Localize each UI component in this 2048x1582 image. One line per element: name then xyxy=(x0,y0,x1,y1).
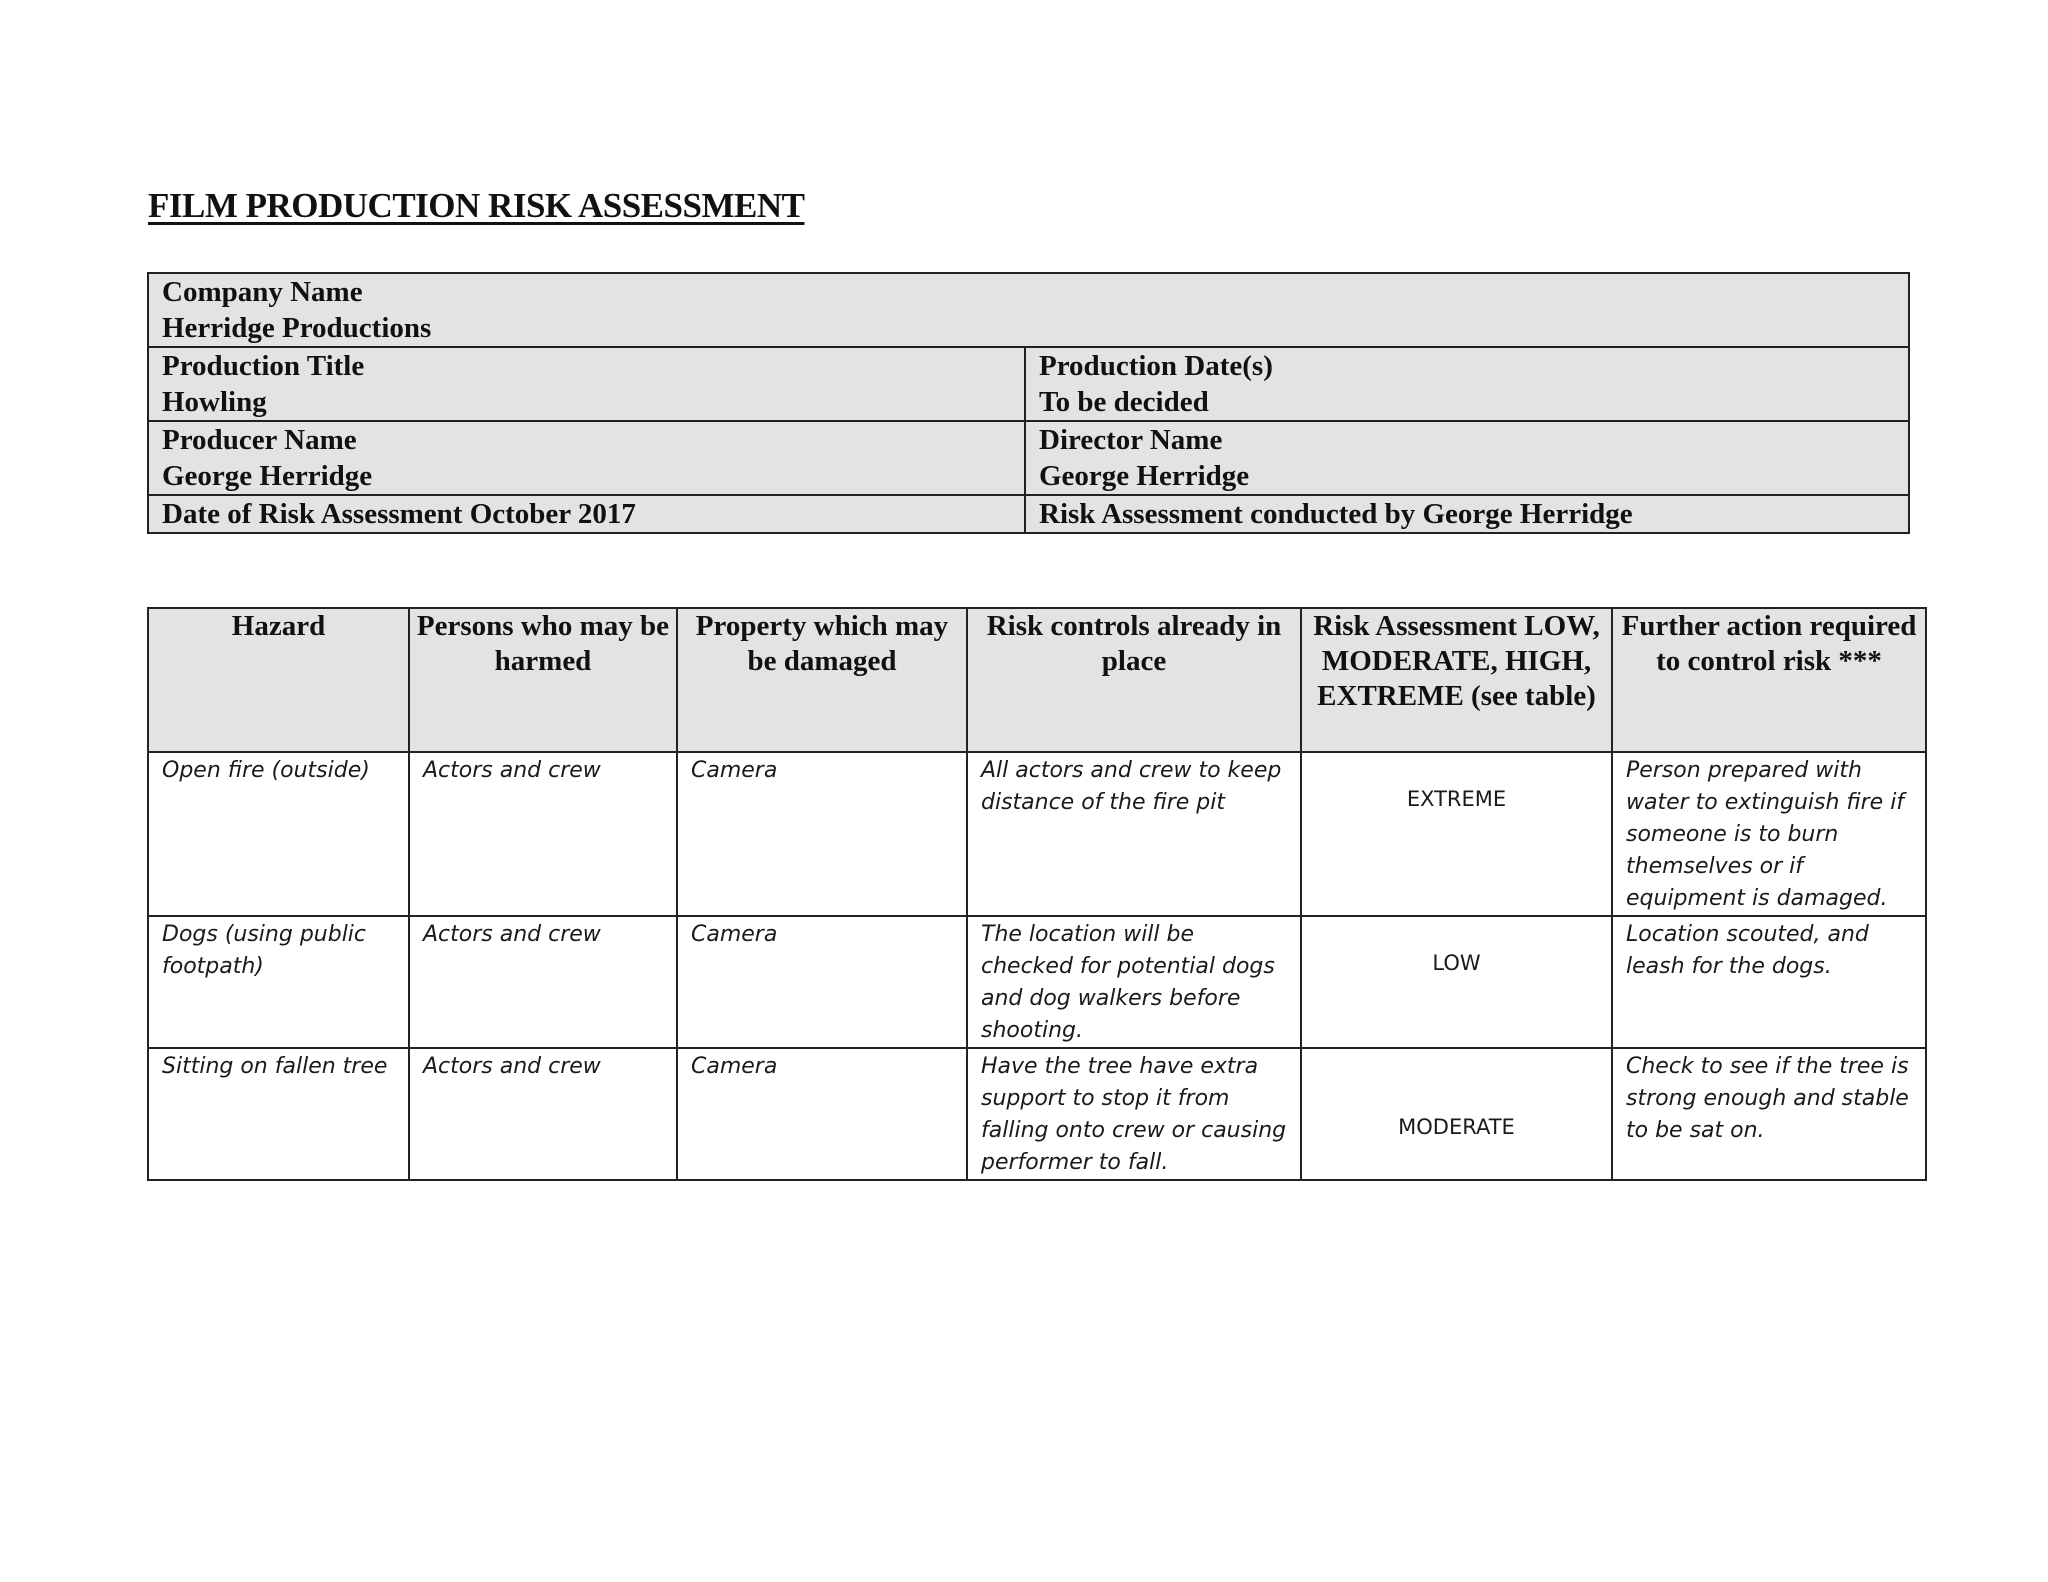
further-action-cell: Check to see if the tree is strong enough and stable to be sat on. xyxy=(1612,1048,1926,1180)
property-cell: Camera xyxy=(677,1048,967,1180)
people-row xyxy=(148,421,1909,495)
persons-cell: Actors and crew xyxy=(409,752,677,916)
header-property: Property which may be damaged xyxy=(677,608,967,752)
controls-cell: All actors and crew to keep distance of the fire pit xyxy=(967,752,1301,916)
production-title-value: Howling xyxy=(162,386,267,418)
production-dates-label: Production Date(s) xyxy=(1039,350,1273,382)
hazard-table xyxy=(147,607,1927,1181)
controls-cell: The location will be checked for potential dogs and dog walkers before shooting. xyxy=(967,916,1301,1048)
risk-cell xyxy=(1301,1048,1612,1180)
further-action-cell: Location scouted, and leash for the dogs. xyxy=(1612,916,1926,1048)
risk-level: LOW xyxy=(1432,951,1481,975)
risk-level: MODERATE xyxy=(1398,1115,1515,1139)
hazard-cell: Sitting on fallen tree xyxy=(148,1048,409,1180)
production-title-label: Production Title xyxy=(162,350,365,382)
production-dates-cell xyxy=(1025,347,1909,421)
producer-label: Producer Name xyxy=(162,424,357,456)
property-cell: Camera xyxy=(677,752,967,916)
assessment-date-cell: Date of Risk Assessment October 2017 xyxy=(148,495,1025,533)
hazard-cell: Dogs (using public footpath) xyxy=(148,916,409,1048)
production-info-table xyxy=(147,272,1910,534)
risk-cell xyxy=(1301,916,1612,1048)
header-assessment: Risk Assessment LOW, MODERATE, HIGH, EXTREME (see table) xyxy=(1301,608,1612,752)
table-row xyxy=(148,752,1926,916)
header-controls: Risk controls already in place xyxy=(967,608,1301,752)
director-cell xyxy=(1025,421,1909,495)
header-hazard: Hazard xyxy=(148,608,409,752)
header-further-action: Further action required to control risk *** xyxy=(1612,608,1926,752)
production-row xyxy=(148,347,1909,421)
producer-cell xyxy=(148,421,1025,495)
hazard-header-row xyxy=(148,608,1926,752)
risk-level: EXTREME xyxy=(1406,787,1507,811)
hazard-cell: Open fire (outside) xyxy=(148,752,409,916)
assessment-row xyxy=(148,495,1909,533)
property-cell: Camera xyxy=(677,916,967,1048)
company-value: Herridge Productions xyxy=(162,312,432,344)
table-row xyxy=(148,1048,1926,1180)
production-dates-value: To be decided xyxy=(1039,386,1209,418)
persons-cell: Actors and crew xyxy=(409,1048,677,1180)
director-label: Director Name xyxy=(1039,424,1223,456)
company-row xyxy=(148,273,1909,347)
production-title-cell xyxy=(148,347,1025,421)
producer-value: George Herridge xyxy=(162,460,373,492)
controls-cell: Have the tree have extra support to stop it from falling onto crew or causing performer to fall. xyxy=(967,1048,1301,1180)
company-label: Company Name xyxy=(162,276,363,308)
risk-cell xyxy=(1301,752,1612,916)
company-cell xyxy=(148,273,1909,347)
page-title: FILM PRODUCTION RISK ASSESSMENT xyxy=(148,186,805,225)
persons-cell: Actors and crew xyxy=(409,916,677,1048)
header-persons: Persons who may be harmed xyxy=(409,608,677,752)
table-row xyxy=(148,916,1926,1048)
further-action-cell: Person prepared with water to extinguish fire if someone is to burn themselves or if equipment is damaged. xyxy=(1612,752,1926,916)
conducted-by-cell: Risk Assessment conducted by George Herridge xyxy=(1025,495,1909,533)
director-value: George Herridge xyxy=(1039,460,1250,492)
